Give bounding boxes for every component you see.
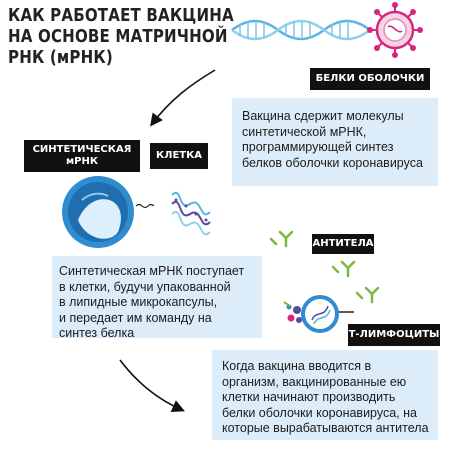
wavy-connector [136, 205, 154, 208]
lipid-capsule-icon [62, 176, 134, 248]
box-cells-produce: Когда вакцина вводится в организм, вакцинированные ею клетки начинают производить белки оболочки коронавируса, на которые вырабатываются антитела [212, 350, 438, 440]
coronavirus-icon [367, 2, 423, 58]
title-line-2: НА ОСНОВЕ МАТРИЧНОЙ [8, 27, 228, 47]
dna-helix-icon [232, 21, 370, 39]
box-vaccine-contains: Вакцина сдержит молекулы синтетической мРНК, программирующей синтез белков оболочки коронавируса [232, 98, 438, 186]
title-line-3: РНК (мРНК) [8, 48, 113, 68]
title-line-1: КАК РАБОТАЕТ ВАКЦИНА [8, 6, 234, 26]
label-antibodies: АНТИТЕЛА [312, 234, 374, 254]
arrow-to-cell [152, 70, 215, 124]
label-t-lymphocytes: Т-ЛИМФОЦИТЫ [348, 324, 440, 346]
mrna-strand-icon [172, 193, 210, 235]
label-shell-proteins: БЕЛКИ ОБОЛОЧКИ [310, 68, 430, 90]
box-mrna-enters: Синтетическая мРНК поступает в клетки, будучи упакованной в липидные микрокапсулы, и передает им команду на синтез белка [52, 256, 262, 338]
label-synthetic-mrna: СИНТЕТИЧЕСКАЯ мРНК [24, 140, 140, 172]
arrow-to-result [120, 360, 182, 410]
t-lymphocyte-icon [284, 297, 354, 331]
label-cell: КЛЕТКА [150, 143, 208, 169]
